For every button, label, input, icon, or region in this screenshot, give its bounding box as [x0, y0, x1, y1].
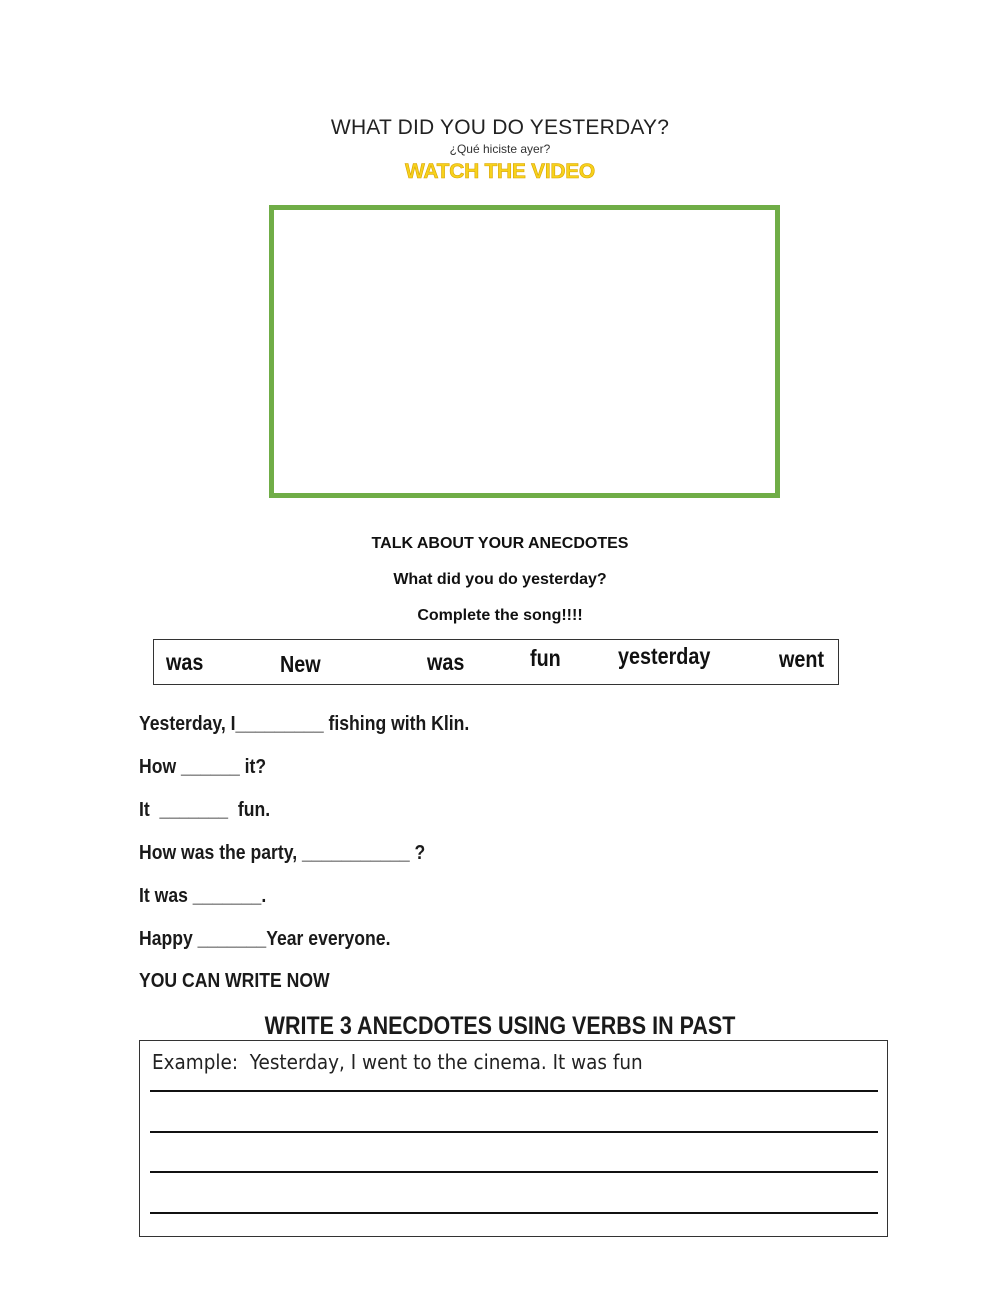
word-bank-item[interactable]: yesterday — [618, 643, 711, 669]
word-bank-item[interactable]: fun — [530, 645, 561, 671]
talk-heading: TALK ABOUT YOUR ANECDOTES — [371, 535, 629, 552]
watch-video-label: WATCH THE VIDEO — [405, 160, 595, 183]
song-line: It was _______. — [139, 885, 267, 907]
word-bank — [153, 639, 839, 685]
worksheet-subtitle: ¿Qué hiciste ayer? — [449, 142, 551, 156]
anecdote-writing-box[interactable] — [139, 1040, 888, 1237]
word-bank-item[interactable]: New — [280, 651, 321, 677]
song-line: Yesterday, I_________ fishing with Klin. — [139, 713, 470, 735]
word-bank-item[interactable]: was — [166, 649, 204, 675]
writing-line[interactable] — [150, 1212, 878, 1214]
word-bank-item[interactable]: was — [427, 649, 465, 675]
task-heading: Complete the song!!!! — [417, 607, 583, 624]
question-heading: What did you do yesterday? — [393, 571, 607, 588]
song-line: How was the party, ___________ ? — [139, 842, 426, 864]
writing-line[interactable] — [150, 1171, 878, 1173]
write-section-heading: WRITE 3 ANECDOTES USING VERBS IN PAST — [264, 1012, 736, 1040]
song-line: It _______ fun. — [139, 799, 271, 821]
song-line: Happy _______Year everyone. — [139, 928, 391, 950]
write-prompt: YOU CAN WRITE NOW — [139, 970, 330, 992]
worksheet-title: WHAT DID YOU DO YESTERDAY? — [330, 116, 670, 139]
word-bank-item[interactable]: went — [779, 646, 825, 672]
writing-line[interactable] — [150, 1090, 878, 1092]
song-line: How ______ it? — [139, 756, 267, 778]
video-frame[interactable] — [269, 205, 780, 498]
writing-line[interactable] — [150, 1131, 878, 1133]
example-sentence: Example: Yesterday, I went to the cinema. It was fun — [152, 1050, 643, 1074]
